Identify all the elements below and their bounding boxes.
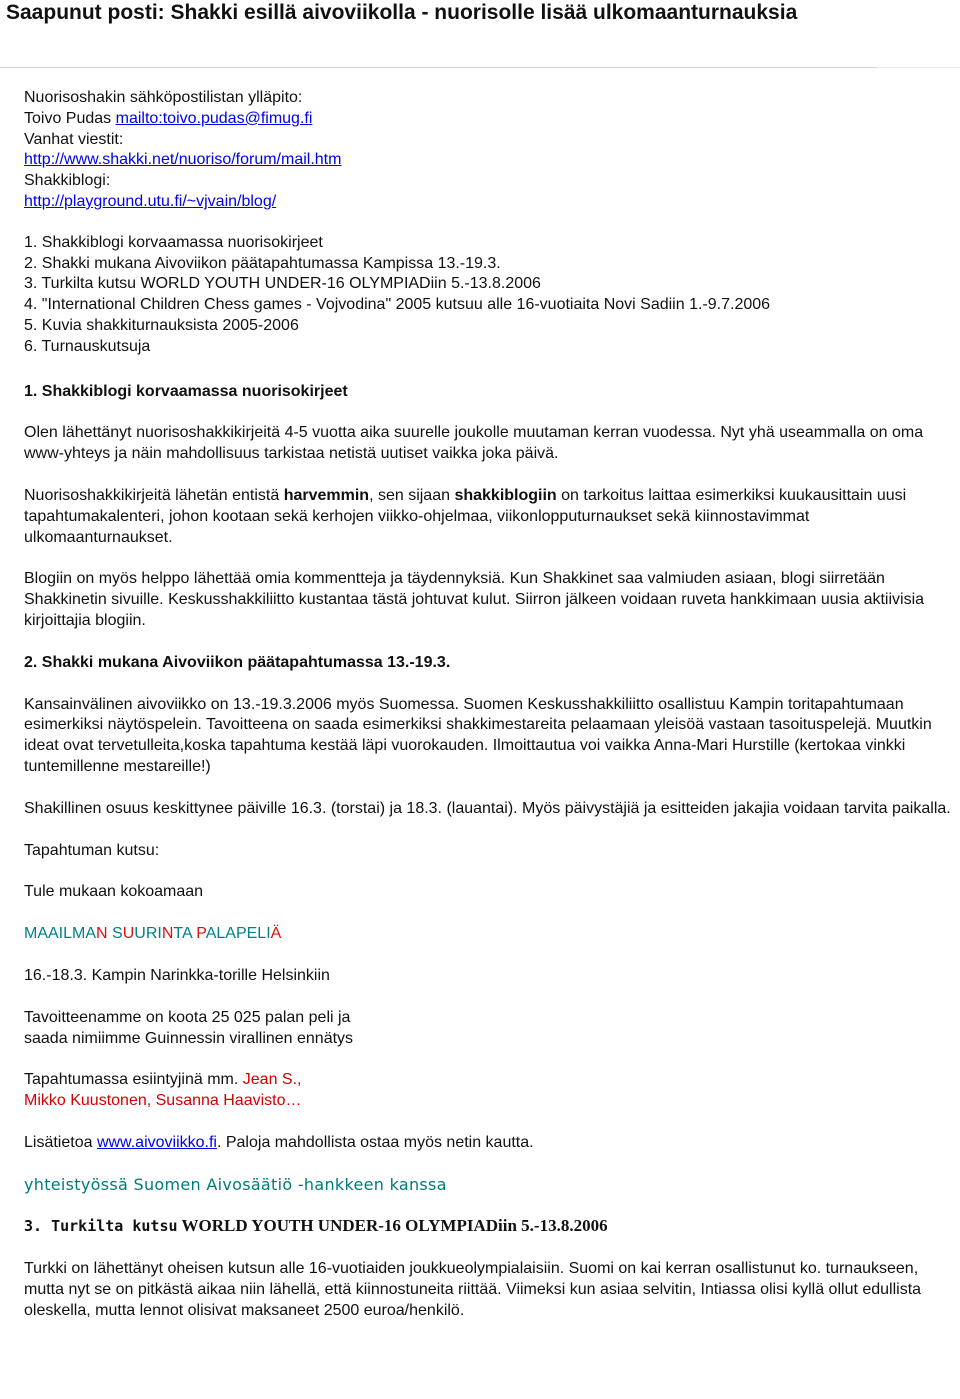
section-heading: 2. Shakki mukana Aivoviikon päätapahtumassa 13.-19.3. xyxy=(24,653,451,671)
performer-names: Jean S., xyxy=(242,1071,302,1089)
toc-item: 1. Shakkiblogi korvaamassa nuorisokirjeet xyxy=(24,233,323,251)
old-messages-link[interactable]: http://www.shakki.net/nuoriso/forum/mail.htm xyxy=(24,151,342,169)
paragraph: Nuorisoshakkikirjeitä lähetän entistä harvemmin, sen sijaan shakkiblogiin on tarkoitus laittaa esimerkiksi kuukausittain uusi tapahtumakalenteri, johon kootaan sekä kerhojen viikko-ohjelmaa, viikonlopputurnaukset sekä kiinnostavimmat ulkomaanturnaukset. xyxy=(24,486,907,546)
toc-item: 5. Kuvia shakkiturnauksista 2005-2006 xyxy=(24,316,299,334)
title-divider-cap xyxy=(877,67,960,68)
performers: Tapahtumassa esiintyjinä mm. Jean S., xyxy=(24,1071,302,1089)
blog-label: Shakkiblogi: xyxy=(24,172,111,190)
maintainer-name: Toivo Pudas xyxy=(24,109,116,127)
paragraph: Blogiin on myös helppo lähettää omia kommentteja ja täydennyksiä. Kun Shakkinet saa valmiuden asiaan, blogi siirretään Shakkinetin sivuille. Keskusshakkiliitto kustantaa tästä johtuvat kulut. Siirron jälkeen voidaan ruveta hankkimaan uusia aktiivisia kirjoittajia blogiin. xyxy=(24,570,925,629)
section-heading: 1. Shakkiblogi korvaamassa nuorisokirjeet xyxy=(24,382,348,400)
more-info: Lisätietoa www.aivoviikko.fi. Paloja mahdollista ostaa myös netin kautta. xyxy=(24,1133,534,1151)
paragraph: Shakillinen osuus keskittynee päiville 16.3. (torstai) ja 18.3. (lauantai). Myös päivystäjiä ja esitteiden jakajia voidaan tarvita paikalla. xyxy=(24,799,951,817)
cooperation-note: yhteistyössä Suomen Aivosäätiö -hankkeen kanssa xyxy=(24,1174,447,1194)
invite-label: Tapahtuman kutsu: xyxy=(24,841,160,859)
emphasis: harvemmin xyxy=(283,486,370,504)
toc-item: 6. Turnauskutsuja xyxy=(24,337,151,355)
emphasis: shakkiblogiin xyxy=(454,486,557,504)
message-body xyxy=(24,88,954,1322)
paragraph: Olen lähettänyt nuorisoshakkikirjeitä 4-5 vuotta aika suurelle joukolle muutaman kerran vuodessa. Nyt yhä useammalla on oma www-yhteys ja näin mahdollisuus tarkistaa netistä uutiset vaikka joka päivä. xyxy=(24,424,924,463)
goal-line: saada nimiimme Guinnessin virallinen ennätys xyxy=(24,1029,354,1047)
toc-item: 4. "International Children Chess games - Vojvodina" 2005 kutsuu alle 16-vuotiaita Novi Sadiin 1.-9.7.2006 xyxy=(24,296,771,314)
goal-line: Tavoitteenamme on koota 25 025 palan peli ja xyxy=(24,1008,351,1026)
page-title: Saapunut posti: Shakki esillä aivoviikolla - nuorisolle lisää ulkomaanturnauksia xyxy=(6,1,798,24)
title-divider xyxy=(0,67,877,68)
maintainer-line xyxy=(24,109,954,130)
performer-names: Mikko Kuustonen, Susanna Haavisto… xyxy=(24,1092,302,1110)
old-messages-label: Vanhat viestit: xyxy=(24,130,124,148)
toc-item: 2. Shakki mukana Aivoviikon päätapahtumassa Kampissa 13.-19.3. xyxy=(24,254,501,272)
paragraph: Kansainvälinen aivoviikko on 13.-19.3.2006 myös Suomessa. Suomen Keskusshakkiliitto osallistuu Kampin toritapahtumaan esimerkiksi näytöspelein. Tavoitteena on saada esimerkiksi shakkimestareita pelaamaan yleisöä vastaan tasoituspelejä. Muutkin ideat ovat tervetulleita,koska tapahtuma kestää läpi vuorokauden. Ilmoittautua voi vaikka Anna-Mari Hurstille (kertokaa vinkki tuntemillenne mestareille!) xyxy=(24,695,932,775)
puzzle-slogan: MAAILMAN SUURINTA PALAPELIÄ xyxy=(24,925,282,943)
blog-link[interactable]: http://playground.utu.fi/~vjvain/blog/ xyxy=(24,192,277,210)
paragraph: Turkki on lähettänyt oheisen kutsun alle 16-vuotiaiden joukkueolympialaisiin. Suomi on kai kerran osallistunut ko. turnaukseen, mutta nyt se on pitkästä aikaa niin lähellä, että kiinnostuneita riittää. Viimeksi kun asiaa selvitin, Intiassa olisi kyllä ollut edullista oleskella, mutta lennot olisivat maksaneet 2500 euroa/henkilö. xyxy=(24,1260,922,1319)
toc-item: 3. Turkilta kutsu WORLD YOUTH UNDER-16 OLYMPIADiin 5.-13.8.2006 xyxy=(24,275,541,293)
aivoviikko-link[interactable]: www.aivoviikko.fi xyxy=(96,1133,217,1151)
invite-line: Tule mukaan kokoamaan xyxy=(24,883,204,901)
event-dates: 16.-18.3. Kampin Narinkka-torille Helsinkiin xyxy=(24,966,330,984)
section-heading: 3. Turkilta kutsu WORLD YOUTH UNDER-16 OLYMPIADiin 5.-13.8.2006 xyxy=(24,1216,608,1236)
maintainer-label: Nuorisoshakin sähköpostilistan ylläpito: xyxy=(24,89,303,106)
maintainer-email-link[interactable]: mailto:toivo.pudas@fimug.fi xyxy=(115,109,313,127)
